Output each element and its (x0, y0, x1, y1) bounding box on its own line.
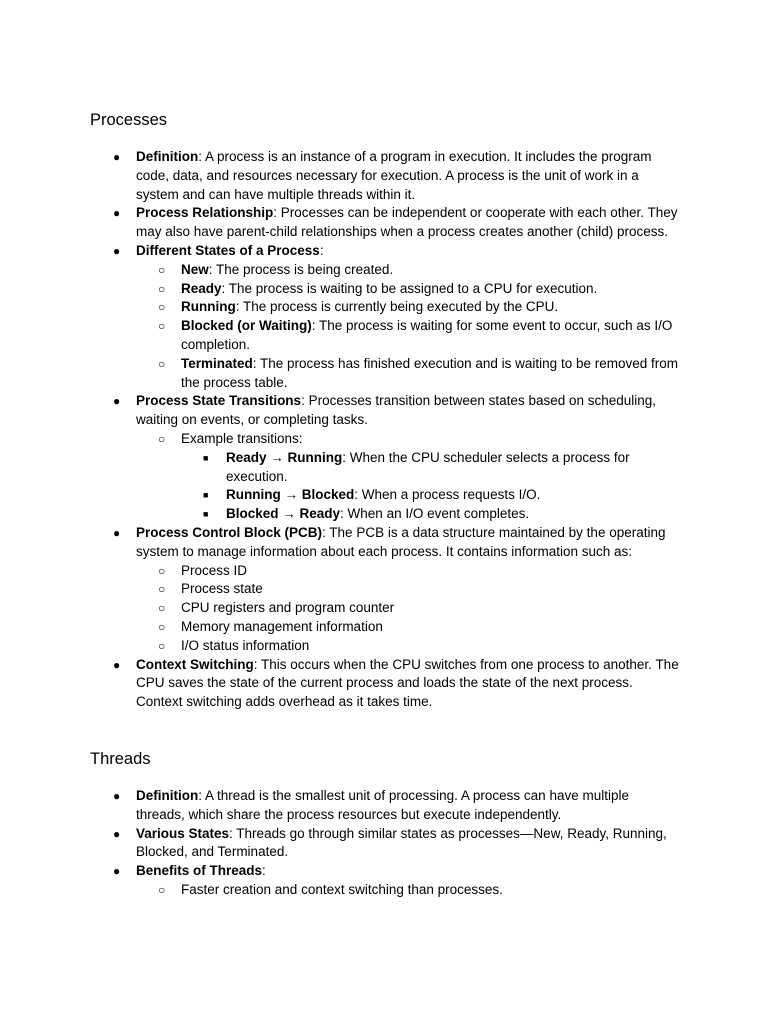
circle-bullet-icon: ○ (158, 356, 166, 371)
description: : The process is waiting for some event to occur, such as I/O completion. (181, 318, 673, 352)
list-item-process-relationship (0, 204, 681, 242)
description: Process state (181, 581, 263, 597)
list-item-pcb-info (0, 562, 681, 581)
bullet-icon: ● (113, 525, 121, 540)
circle-bullet-icon: ○ (158, 563, 166, 578)
description: : When a process requests I/O. (354, 487, 541, 503)
description: : Processes transition between states based on scheduling, waiting on events, or completing tasks. (136, 393, 657, 428)
square-bullet-icon: ■ (203, 452, 209, 463)
list-item-state-running (0, 298, 681, 317)
term: Blocked (or Waiting) (181, 318, 312, 334)
list-item-thread-benefits (0, 862, 681, 881)
circle-bullet-icon: ○ (158, 582, 166, 597)
description: Example transitions: (181, 430, 303, 446)
list-item-pcb-info (0, 618, 681, 637)
list-item-thread-states (0, 825, 681, 863)
list-item-pcb-info (0, 580, 681, 599)
description: : A process is an instance of a program in execution. It includes the program code, data, and resources necessary for execution. A process is the unit of work in a system and can have multiple threads within it. (136, 149, 652, 202)
threads-list (0, 787, 768, 900)
list-item-context-switching (0, 656, 681, 712)
list-item-transition-blocked-ready (0, 505, 681, 524)
description: Process ID (181, 562, 248, 578)
list-item-pcb-info (0, 637, 681, 656)
list-item-benefit (0, 881, 681, 900)
term: Context Switching (136, 656, 254, 672)
description: : The process has finished execution and is waiting to be removed from the process table. (181, 355, 678, 390)
description: : The process is currently being executed by the CPU. (235, 299, 559, 315)
bullet-icon: ● (113, 150, 121, 164)
list-item-state-terminated (0, 355, 681, 393)
description: : This occurs when the CPU switches from one process to another. The CPU saves the state of the current process and loads the state of the next process. Context switching adds overhead as it takes time. (136, 656, 679, 710)
term: Terminated (181, 355, 253, 371)
list-item-example-transitions (0, 430, 681, 449)
square-bullet-icon: ■ (203, 490, 209, 501)
bullet-icon: ● (113, 657, 121, 672)
term: Running (181, 299, 236, 315)
term: Process State Transitions (136, 393, 302, 409)
processes-list (0, 148, 768, 712)
circle-bullet-icon: ○ (158, 262, 166, 277)
term: Definition (136, 149, 199, 164)
description: Faster creation and context switching than processes. (181, 881, 503, 897)
circle-bullet-icon: ○ (158, 319, 166, 334)
circle-bullet-icon: ○ (158, 601, 166, 616)
term: Process Control Block (PCB) (136, 524, 323, 540)
section-heading-processes: Processes (90, 111, 168, 129)
circle-bullet-icon: ○ (158, 638, 166, 653)
circle-bullet-icon: ○ (158, 619, 166, 634)
list-item-thread-definition (0, 787, 681, 825)
description: : A thread is the smallest unit of processing. A process can have multiple threads, which share the process resources but execute independently. (136, 788, 629, 822)
description: : When an I/O event completes. (340, 506, 530, 522)
bullet-icon: ● (113, 206, 121, 221)
description: : (262, 863, 266, 879)
bullet-icon: ● (113, 826, 121, 841)
description: : Threads go through similar states as processes—New, Ready, Running, Blocked, and Terminated. (136, 825, 667, 860)
term: Benefits of Threads (136, 863, 263, 879)
description: : When the CPU scheduler selects a process for execution. (226, 449, 630, 484)
description: : (319, 242, 324, 258)
list-item-transition-running-blocked (0, 486, 681, 505)
section-heading-threads: Threads (90, 750, 151, 768)
list-item-pcb (0, 524, 681, 562)
list-item-state-transitions (0, 392, 681, 430)
term: Ready (181, 280, 222, 296)
list-item-transition-ready-running (0, 449, 681, 487)
bullet-icon: ● (113, 789, 121, 803)
description: CPU registers and program counter (181, 600, 395, 616)
term: Different States of a Process (136, 242, 320, 258)
list-item-state-ready (0, 280, 681, 299)
list-item-state-new (0, 261, 681, 280)
circle-bullet-icon: ○ (158, 431, 166, 446)
list-item-process-states (0, 242, 681, 261)
term: Blocked → Ready (226, 506, 341, 522)
description: : Processes can be independent or cooperate with each other. They may also have parent-child relationships when a process creates another (child) process. (136, 205, 678, 240)
description: : The PCB is a data structure maintained by the operating system to manage information about each process. It contains information such as: (136, 524, 666, 559)
term: Various States (136, 825, 230, 841)
description: : The process is waiting to be assigned to a CPU for execution. (221, 280, 598, 296)
list-item-state-blocked (0, 317, 681, 355)
term: Process Relationship (136, 205, 274, 221)
bullet-icon: ● (113, 243, 121, 258)
term: Ready → Running (226, 449, 343, 465)
term: Running → Blocked (226, 487, 355, 503)
list-item-definition (0, 148, 681, 204)
circle-bullet-icon: ○ (158, 300, 166, 315)
circle-bullet-icon: ○ (158, 882, 166, 897)
term: Definition (136, 788, 199, 803)
term: New (181, 261, 209, 277)
description: I/O status information (181, 637, 310, 653)
list-item-pcb-info (0, 599, 681, 618)
description: : The process is being created. (208, 261, 394, 277)
description: Memory management information (181, 618, 383, 634)
bullet-icon: ● (113, 864, 121, 879)
square-bullet-icon: ■ (203, 509, 209, 520)
bullet-icon: ● (113, 394, 121, 409)
circle-bullet-icon: ○ (158, 281, 166, 296)
